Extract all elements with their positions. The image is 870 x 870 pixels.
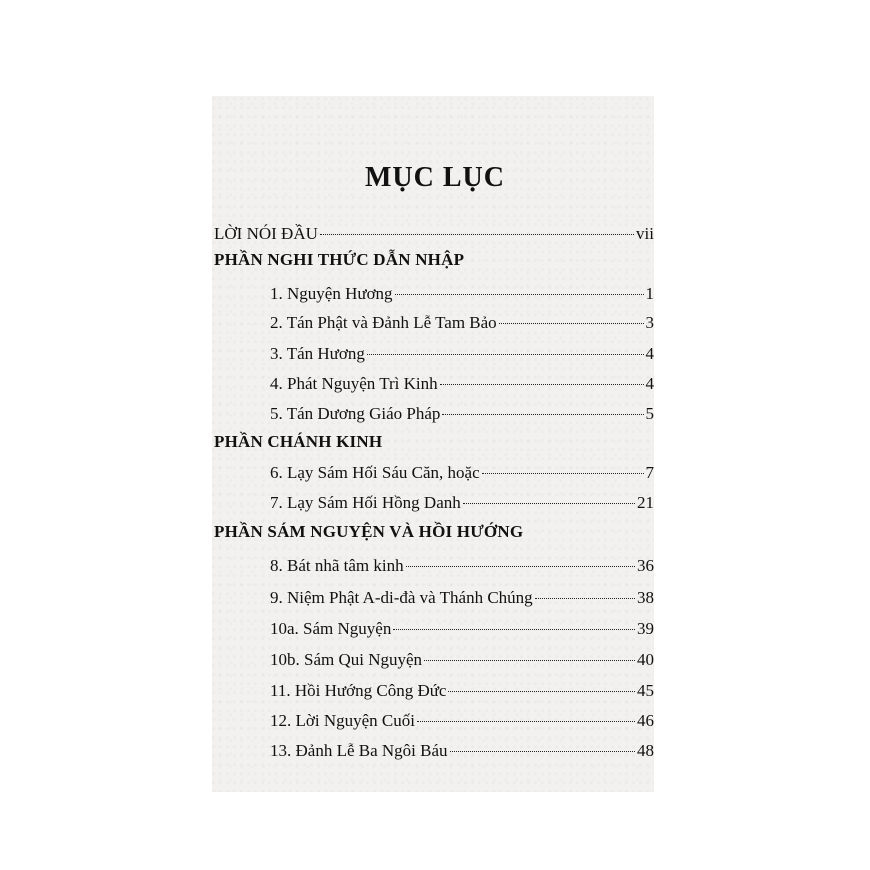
toc-page-number: 4	[645, 374, 654, 393]
toc-label: 10a. Sám Nguyện	[270, 619, 392, 638]
dot-leader	[535, 598, 635, 599]
toc-row	[270, 342, 654, 366]
dot-leader	[448, 691, 635, 692]
page-title: MỤC LỤC	[365, 162, 505, 193]
toc-label: 5. Tán Dương Giáo Pháp	[270, 404, 441, 423]
dot-leader	[406, 566, 635, 567]
dot-leader	[417, 721, 635, 722]
dot-leader	[367, 354, 644, 355]
dot-leader	[395, 294, 644, 295]
toc-page-number: 39	[637, 619, 654, 638]
toc-row	[270, 311, 654, 335]
toc-page-number: vii	[636, 224, 654, 243]
dot-leader	[424, 660, 635, 661]
toc-page-number: 48	[637, 741, 654, 760]
toc-label: 6. Lạy Sám Hối Sáu Căn, hoặc	[270, 463, 480, 482]
dot-leader	[442, 414, 643, 415]
toc-label: 9. Niệm Phật A-di-đà và Thánh Chúng	[270, 588, 533, 607]
toc-row	[270, 282, 654, 306]
dot-leader	[499, 323, 644, 324]
toc-row	[270, 617, 654, 641]
toc-page-number: 5	[645, 404, 654, 423]
toc-label: 4. Phát Nguyện Trì Kinh	[270, 374, 438, 393]
toc-page-number: 46	[637, 711, 654, 730]
toc-row	[270, 739, 654, 763]
toc-label: 2. Tán Phật và Đảnh Lễ Tam Bảo	[270, 313, 497, 332]
toc-label: 1. Nguyện Hương	[270, 284, 393, 303]
toc-row	[270, 402, 654, 426]
dot-leader	[393, 629, 635, 630]
toc-row	[270, 372, 654, 396]
toc-page-number: 1	[645, 284, 654, 303]
section-heading: PHẦN CHÁNH KINH	[214, 432, 383, 451]
toc-row	[270, 491, 654, 515]
toc-label: 11. Hồi Hướng Công Đức	[270, 681, 447, 700]
toc-page-number: 3	[645, 313, 654, 332]
toc-label: LỜI NÓI ĐẦU	[214, 224, 318, 243]
toc-label: 13. Đảnh Lễ Ba Ngôi Báu	[270, 741, 448, 760]
toc-page-number: 40	[637, 650, 654, 669]
toc-preface-row	[214, 222, 654, 246]
dot-leader	[482, 473, 644, 474]
toc-row	[270, 679, 654, 703]
toc-label: 8. Bát nhã tâm kinh	[270, 556, 404, 575]
toc-row	[270, 648, 654, 672]
toc-row	[270, 586, 654, 610]
dot-leader	[450, 751, 635, 752]
dot-leader	[320, 234, 634, 235]
toc-page-number: 36	[637, 556, 654, 575]
toc-page-number: 21	[637, 493, 654, 512]
dot-leader	[440, 384, 644, 385]
toc-row	[270, 554, 654, 578]
section-heading: PHẦN NGHI THỨC DẪN NHẬP	[214, 250, 465, 269]
toc-page-number: 4	[645, 344, 654, 363]
toc-row	[270, 461, 654, 485]
dot-leader	[463, 503, 635, 504]
toc-page-number: 7	[645, 463, 654, 482]
toc-row	[270, 709, 654, 733]
toc-page-number: 45	[637, 681, 654, 700]
toc-label: 12. Lời Nguyện Cuối	[270, 711, 415, 730]
toc-label: 7. Lạy Sám Hối Hồng Danh	[270, 493, 461, 512]
toc-label: 10b. Sám Qui Nguyện	[270, 650, 423, 669]
toc-label: 3. Tán Hương	[270, 344, 365, 363]
section-heading: PHẦN SÁM NGUYỆN VÀ HỒI HƯỚNG	[214, 522, 524, 541]
toc-page-number: 38	[637, 588, 654, 607]
